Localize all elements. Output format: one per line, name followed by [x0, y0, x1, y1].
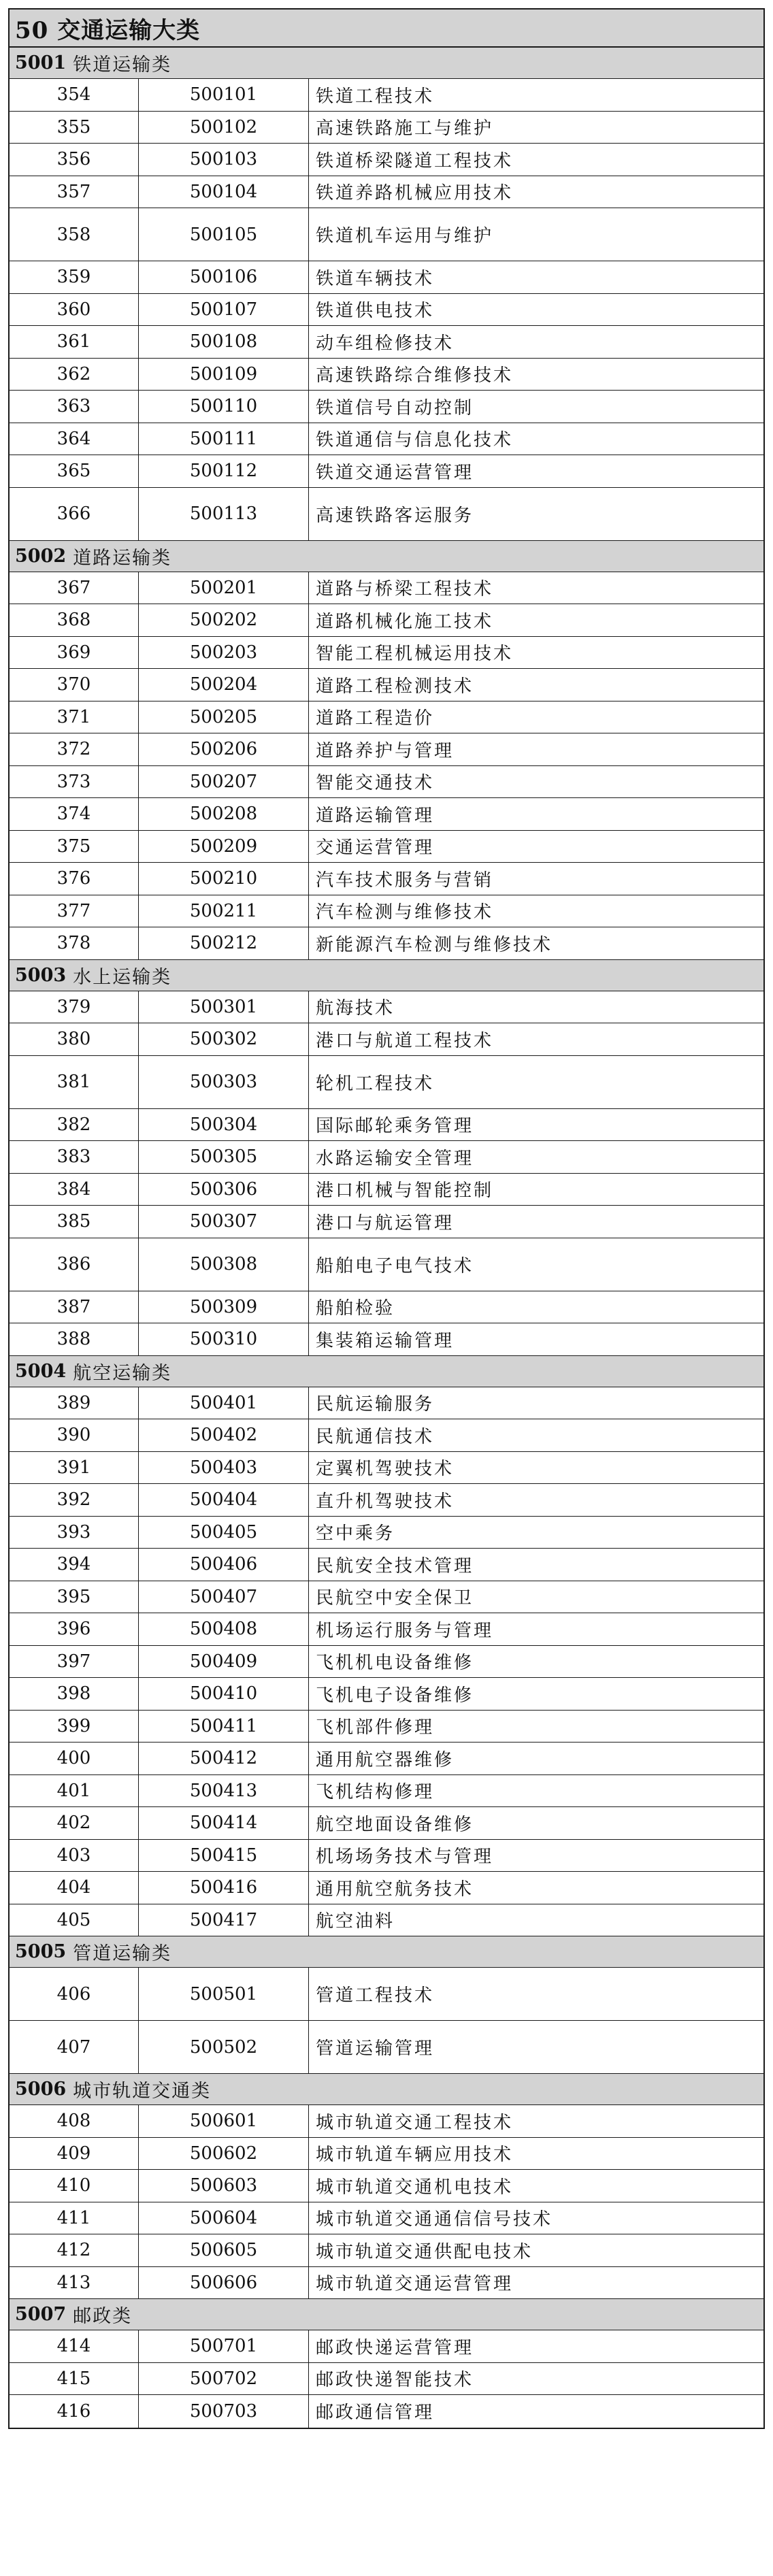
table-row: [10, 1549, 763, 1581]
major-code: 500413: [139, 1775, 309, 1807]
table-row: [10, 294, 763, 327]
row-number: 380: [10, 1023, 139, 1055]
table-row: [10, 1056, 763, 1109]
major-code: 500703: [139, 2395, 309, 2428]
major-name: 港口机械与智能控制: [316, 1180, 494, 1202]
major-name: 轮机工程技术: [316, 1073, 435, 1094]
major-code: 500306: [139, 1174, 309, 1206]
table-row: [10, 1109, 763, 1142]
table-row: [10, 798, 763, 831]
major-code: 500405: [139, 1517, 309, 1549]
major-code: 500207: [139, 766, 309, 798]
table-row: [10, 1904, 763, 1937]
table-row: [10, 391, 763, 423]
table-row: [10, 669, 763, 701]
major-code: 500211: [139, 895, 309, 927]
table-row: [10, 572, 763, 605]
major-name: 飞机机电设备维修: [316, 1653, 474, 1674]
category-header: [10, 2299, 763, 2330]
row-number: 356: [10, 144, 139, 176]
row-number: 384: [10, 1174, 139, 1206]
table-row: [10, 1872, 763, 1904]
row-number: 389: [10, 1387, 139, 1419]
category-code: 5003: [15, 964, 67, 986]
row-number: 382: [10, 1109, 139, 1141]
table-row: [10, 2021, 763, 2074]
major-name: 港口与航运管理: [316, 1212, 455, 1234]
major-name: 港口与航道工程技术: [316, 1030, 494, 1051]
major-name: 航海技术: [316, 998, 395, 1019]
category-name: 邮政类: [73, 2306, 133, 2327]
major-code: 500411: [139, 1711, 309, 1743]
major-name: 定翼机驾驶技术: [316, 1459, 455, 1480]
table-row: [10, 2138, 763, 2170]
major-name: 民航安全技术管理: [316, 1555, 474, 1576]
major-name: 民航空中安全保卫: [316, 1588, 474, 1609]
major-name: 通用航空器维修: [316, 1749, 455, 1770]
major-code: 500701: [139, 2330, 309, 2362]
row-number: 373: [10, 766, 139, 798]
major-name: 智能工程机械运用技术: [316, 644, 514, 665]
table-row: [10, 2267, 763, 2300]
row-number: 388: [10, 1323, 139, 1355]
table-row: [10, 1517, 763, 1549]
row-number: 416: [10, 2395, 139, 2428]
major-name: 邮政通信管理: [316, 2402, 435, 2424]
table-row: [10, 359, 763, 391]
row-number: 403: [10, 1840, 139, 1872]
row-number: 398: [10, 1678, 139, 1710]
major-code: 500108: [139, 326, 309, 358]
table-row: [10, 895, 763, 928]
row-number: 372: [10, 733, 139, 765]
major-name: 飞机部件修理: [316, 1717, 435, 1738]
major-name: 国际邮轮乘务管理: [316, 1116, 474, 1137]
table-row: [10, 1807, 763, 1840]
major-code: 500601: [139, 2105, 309, 2137]
major-code: 500208: [139, 798, 309, 830]
row-number: 375: [10, 831, 139, 863]
major-code: 500201: [139, 572, 309, 604]
row-number: 409: [10, 2138, 139, 2170]
row-number: 369: [10, 637, 139, 669]
table-row: [10, 1775, 763, 1808]
major-name: 民航运输服务: [316, 1394, 435, 1415]
major-name: 道路机械化施工技术: [316, 611, 494, 632]
row-number: 362: [10, 359, 139, 391]
major-name: 道路工程造价: [316, 708, 435, 729]
row-number: 367: [10, 572, 139, 604]
major-name: 机场场务技术与管理: [316, 1847, 494, 1868]
major-code: 500403: [139, 1452, 309, 1484]
row-number: 408: [10, 2105, 139, 2137]
catalog-table: [8, 8, 765, 2429]
major-name: 铁道桥梁隧道工程技术: [316, 150, 514, 171]
row-number: 357: [10, 176, 139, 208]
row-number: 390: [10, 1419, 139, 1451]
table-row: [10, 488, 763, 541]
row-number: 371: [10, 701, 139, 733]
major-code: 500407: [139, 1581, 309, 1613]
major-name: 铁道养路机械应用技术: [316, 183, 514, 204]
major-code: 500109: [139, 359, 309, 391]
major-name: 管道工程技术: [316, 1985, 435, 2006]
row-number: 411: [10, 2202, 139, 2234]
category-code: 5002: [15, 545, 67, 567]
major-name: 民航通信技术: [316, 1426, 435, 1447]
major-name: 城市轨道车辆应用技术: [316, 2145, 514, 2166]
major-code: 500404: [139, 1484, 309, 1516]
table-row: [10, 863, 763, 895]
row-number: 404: [10, 1872, 139, 1904]
major-code: 500106: [139, 261, 309, 293]
category-name: 航空运输类: [73, 1362, 172, 1384]
table-row: [10, 2395, 763, 2428]
row-number: 358: [10, 208, 139, 261]
major-name: 飞机结构修理: [316, 1782, 435, 1803]
row-number: 383: [10, 1141, 139, 1173]
table-row: [10, 1840, 763, 1872]
row-number: 385: [10, 1206, 139, 1238]
row-number: 401: [10, 1775, 139, 1807]
major-name: 道路运输管理: [316, 805, 435, 826]
table-row: [10, 701, 763, 734]
row-number: 396: [10, 1613, 139, 1645]
major-name: 邮政快递智能技术: [316, 2370, 474, 2391]
major-name: 邮政快递运营管理: [316, 2337, 474, 2358]
row-number: 402: [10, 1807, 139, 1839]
row-number: 361: [10, 326, 139, 358]
row-number: 354: [10, 79, 139, 111]
category-name: 道路运输类: [73, 547, 172, 569]
category-code: 5001: [15, 52, 67, 73]
major-name: 道路养护与管理: [316, 740, 455, 761]
row-number: 412: [10, 2234, 139, 2266]
major-code: 500417: [139, 1904, 309, 1936]
major-name: 集装箱运输管理: [316, 1330, 455, 1351]
major-code: 500307: [139, 1206, 309, 1238]
major-code: 500409: [139, 1646, 309, 1678]
table-row: [10, 112, 763, 144]
major-name: 铁道信号自动控制: [316, 397, 474, 418]
table-row: [10, 604, 763, 637]
category-code: 5005: [15, 1941, 67, 1962]
major-name: 高速铁路施工与维护: [316, 118, 494, 139]
table-row: [10, 2170, 763, 2202]
major-name: 城市轨道交通运营管理: [316, 2274, 514, 2295]
major-name: 城市轨道交通通信信号技术: [316, 2209, 553, 2230]
major-name: 汽车检测与维修技术: [316, 902, 494, 923]
major-code: 500210: [139, 863, 309, 895]
table-row: [10, 1323, 763, 1356]
major-code: 500111: [139, 423, 309, 455]
row-number: 376: [10, 863, 139, 895]
major-name: 道路工程检测技术: [316, 676, 474, 697]
major-code: 500301: [139, 991, 309, 1023]
major-code: 500303: [139, 1056, 309, 1108]
major-code: 500105: [139, 208, 309, 261]
table-row: [10, 1452, 763, 1485]
major-name: 道路与桥梁工程技术: [316, 579, 494, 600]
major-name: 船舶检验: [316, 1298, 395, 1319]
row-number: 394: [10, 1549, 139, 1581]
category-header: [10, 1356, 763, 1387]
major-name: 城市轨道交通供配电技术: [316, 2241, 533, 2262]
table-row: [10, 1174, 763, 1206]
major-code: 500414: [139, 1807, 309, 1839]
row-number: 387: [10, 1291, 139, 1323]
major-code: 500203: [139, 637, 309, 669]
major-code: 500110: [139, 391, 309, 423]
major-code: 500309: [139, 1291, 309, 1323]
major-code: 500206: [139, 733, 309, 765]
major-name: 空中乘务: [316, 1523, 395, 1545]
table-body: [10, 48, 763, 2428]
table-row: [10, 326, 763, 359]
row-number: 355: [10, 112, 139, 144]
major-code: 500113: [139, 488, 309, 540]
row-number: 407: [10, 2021, 139, 2073]
major-code: 500406: [139, 1549, 309, 1581]
row-number: 410: [10, 2170, 139, 2202]
row-number: 399: [10, 1711, 139, 1743]
table-row: [10, 261, 763, 294]
major-code: 500212: [139, 927, 309, 959]
table-row: [10, 1711, 763, 1743]
table-row: [10, 1484, 763, 1517]
table-row: [10, 766, 763, 799]
major-code: 500304: [139, 1109, 309, 1141]
major-code: 500501: [139, 1968, 309, 2020]
major-code: 500103: [139, 144, 309, 176]
category-header: [10, 1936, 763, 1968]
major-name: 铁道交通运营管理: [316, 462, 474, 483]
major-name: 飞机电子设备维修: [316, 1685, 474, 1706]
major-code: 500101: [139, 79, 309, 111]
major-name: 航空地面设备维修: [316, 1814, 474, 1835]
major-name: 新能源汽车检测与维修技术: [316, 934, 553, 955]
category-header: [10, 960, 763, 991]
row-number: 363: [10, 391, 139, 423]
major-code: 500302: [139, 1023, 309, 1055]
table-row: [10, 733, 763, 766]
category-name: 铁道运输类: [73, 54, 172, 76]
table-row: [10, 1291, 763, 1324]
table-row: [10, 2330, 763, 2363]
major-name: 智能交通技术: [316, 773, 435, 794]
major-name: 铁道车辆技术: [316, 268, 435, 289]
table-row: [10, 2234, 763, 2267]
major-code: 500412: [139, 1743, 309, 1774]
table-row: [10, 637, 763, 670]
major-code: 500308: [139, 1238, 309, 1291]
category-header: [10, 48, 763, 79]
major-code: 500305: [139, 1141, 309, 1173]
row-number: 392: [10, 1484, 139, 1516]
major-name: 铁道通信与信息化技术: [316, 430, 514, 451]
major-code: 500107: [139, 294, 309, 326]
table-title: 50 交通运输大类: [10, 10, 763, 48]
major-code: 500604: [139, 2202, 309, 2234]
major-name: 通用航空航务技术: [316, 1879, 474, 1900]
row-number: 393: [10, 1517, 139, 1549]
major-code: 500408: [139, 1613, 309, 1645]
table-row: [10, 1141, 763, 1174]
major-code: 500209: [139, 831, 309, 863]
major-code: 500112: [139, 455, 309, 487]
table-row: [10, 1678, 763, 1711]
category-header: [10, 541, 763, 572]
table-row: [10, 208, 763, 261]
row-number: 377: [10, 895, 139, 927]
row-number: 359: [10, 261, 139, 293]
row-number: 374: [10, 798, 139, 830]
major-code: 500602: [139, 2138, 309, 2170]
row-number: 360: [10, 294, 139, 326]
table-row: [10, 144, 763, 176]
major-code: 500401: [139, 1387, 309, 1419]
table-row: [10, 1581, 763, 1614]
table-row: [10, 79, 763, 112]
row-number: 386: [10, 1238, 139, 1291]
table-row: [10, 1023, 763, 1056]
major-code: 500415: [139, 1840, 309, 1872]
row-number: 415: [10, 2363, 139, 2395]
table-row: [10, 2202, 763, 2235]
major-name: 机场运行服务与管理: [316, 1620, 494, 1641]
major-name: 汽车技术服务与营销: [316, 870, 494, 891]
major-name: 船舶电子电气技术: [316, 1255, 474, 1276]
major-code: 500410: [139, 1678, 309, 1710]
major-code: 500605: [139, 2234, 309, 2266]
row-number: 391: [10, 1452, 139, 1484]
table-row: [10, 176, 763, 209]
major-name: 高速铁路综合维修技术: [316, 365, 514, 386]
major-name: 铁道工程技术: [316, 86, 435, 107]
major-name: 交通运营管理: [316, 838, 435, 859]
category-code: 5004: [15, 1360, 67, 1382]
major-name: 铁道机车运用与维护: [316, 226, 494, 246]
major-code: 500205: [139, 701, 309, 733]
row-number: 370: [10, 669, 139, 701]
row-number: 379: [10, 991, 139, 1023]
major-code: 500603: [139, 2170, 309, 2202]
row-number: 400: [10, 1743, 139, 1774]
major-name: 城市轨道交通机电技术: [316, 2177, 514, 2198]
major-code: 500102: [139, 112, 309, 144]
major-code: 500702: [139, 2363, 309, 2395]
major-code: 500606: [139, 2267, 309, 2299]
table-row: [10, 1743, 763, 1775]
table-row: [10, 2363, 763, 2396]
row-number: 365: [10, 455, 139, 487]
major-code: 500104: [139, 176, 309, 208]
category-name: 城市轨道交通类: [73, 2081, 212, 2102]
table-row: [10, 1238, 763, 1291]
table-row: [10, 1968, 763, 2021]
major-code: 500202: [139, 604, 309, 636]
category-header: [10, 2074, 763, 2105]
row-number: 413: [10, 2267, 139, 2299]
major-name: 水路运输安全管理: [316, 1148, 474, 1169]
category-code: 5006: [15, 2079, 67, 2100]
table-row: [10, 455, 763, 488]
table-row: [10, 1419, 763, 1452]
table-row: [10, 1387, 763, 1420]
row-number: 378: [10, 927, 139, 959]
major-code: 500502: [139, 2021, 309, 2073]
major-name: 城市轨道交通工程技术: [316, 2112, 514, 2133]
category-name: 水上运输类: [73, 966, 172, 988]
table-row: [10, 423, 763, 456]
category-code: 5007: [15, 2304, 67, 2325]
table-row: [10, 1613, 763, 1646]
row-number: 405: [10, 1904, 139, 1936]
table-row: [10, 927, 763, 960]
major-name: 航空油料: [316, 1911, 395, 1932]
table-row: [10, 991, 763, 1024]
row-number: 406: [10, 1968, 139, 2020]
table-row: [10, 831, 763, 863]
table-row: [10, 2105, 763, 2138]
row-number: 368: [10, 604, 139, 636]
row-number: 414: [10, 2330, 139, 2362]
major-code: 500402: [139, 1419, 309, 1451]
major-name: 铁道供电技术: [316, 301, 435, 322]
major-code: 500204: [139, 669, 309, 701]
major-name: 动车组检修技术: [316, 333, 455, 354]
major-name: 高速铁路客运服务: [316, 505, 474, 526]
major-name: 直升机驾驶技术: [316, 1491, 455, 1512]
row-number: 397: [10, 1646, 139, 1678]
major-code: 500310: [139, 1323, 309, 1355]
row-number: 364: [10, 423, 139, 455]
table-row: [10, 1646, 763, 1679]
category-name: 管道运输类: [73, 1943, 172, 1964]
row-number: 381: [10, 1056, 139, 1108]
major-name: 管道运输管理: [316, 2038, 435, 2059]
table-row: [10, 1206, 763, 1238]
major-code: 500416: [139, 1872, 309, 1904]
row-number: 366: [10, 488, 139, 540]
row-number: 395: [10, 1581, 139, 1613]
